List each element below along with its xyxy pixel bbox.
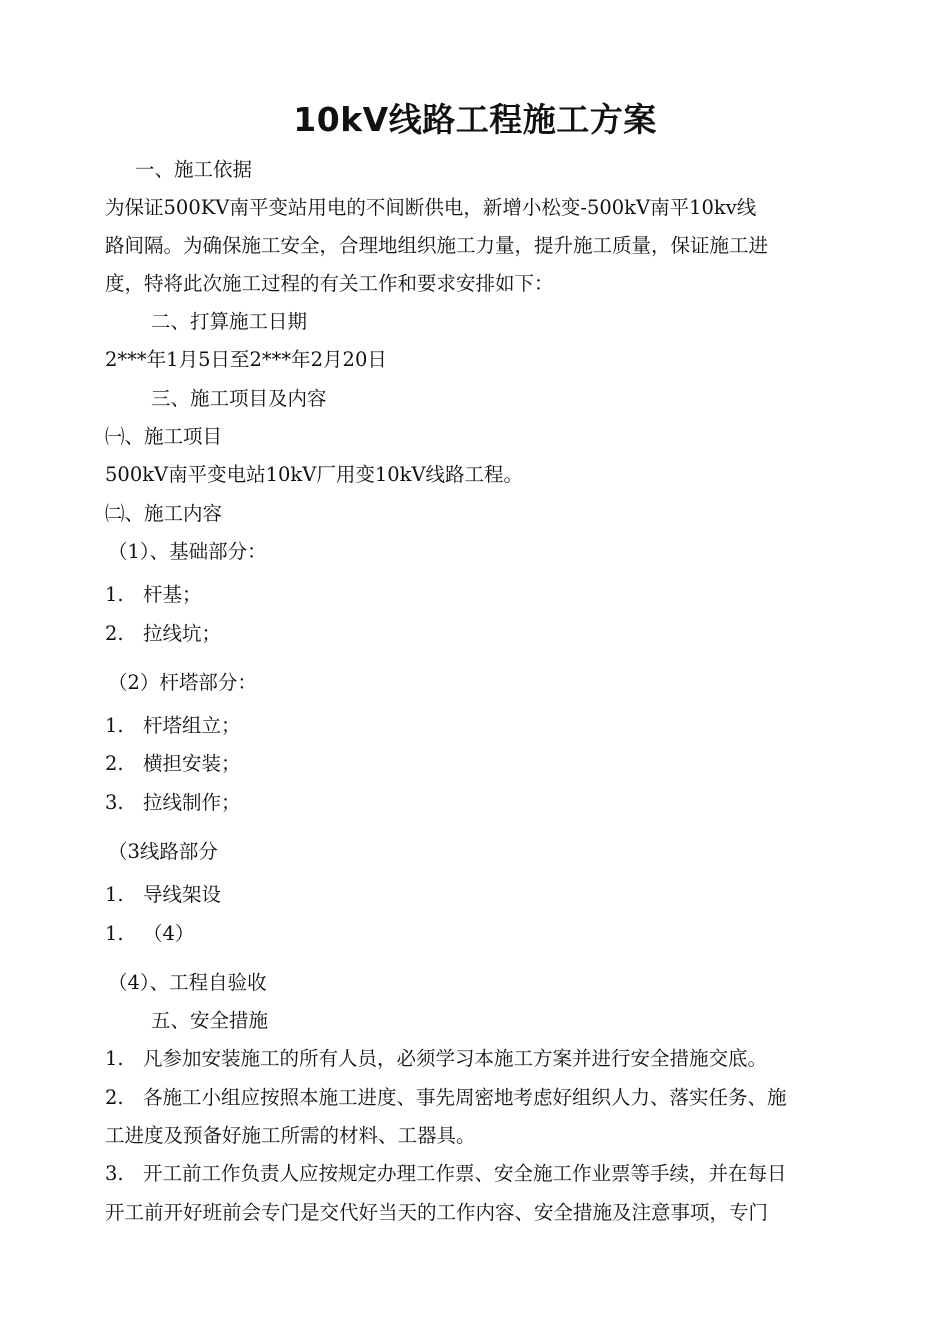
safety-item-number: 2. xyxy=(105,1086,124,1109)
safety-item xyxy=(105,1046,767,1072)
list-item-text: 导线架设 xyxy=(143,883,222,906)
safety-item-continuation: 开工前开好班前会专门是交代好当天的工作内容、安全措施及注意事项，专门 xyxy=(105,1201,769,1224)
safety-item-text: 凡参加安装施工的所有人员，必须学习本施工方案并进行安全措施交底。 xyxy=(143,1047,768,1070)
para1-line2: 路间隔。为确保施工安全，合理地组织施工力量，提升施工质量，保证施工进 xyxy=(105,234,769,257)
list-item-text: 杆基； xyxy=(143,583,202,606)
list-item xyxy=(105,713,241,739)
date-range: 2***年1月5日至2***年2月20日 xyxy=(105,348,387,371)
list-item-text: 横担安装； xyxy=(143,752,241,775)
list-item-number: 2. xyxy=(105,752,124,775)
list-item xyxy=(105,790,241,816)
list-item-text: 拉线制作； xyxy=(143,791,241,814)
list-item-text: 杆塔组立； xyxy=(143,714,241,737)
para1-line1: 为保证500KV南平变站用电的不间断供电，新增小松变-500kV南平10kv线 xyxy=(105,196,757,219)
sub1-heading: ㈠、施工项目 xyxy=(105,425,223,448)
list-item xyxy=(105,582,202,608)
list-item xyxy=(105,751,241,777)
part2-heading: （2）杆塔部分： xyxy=(108,671,257,694)
safety-item-text: 开工前工作负责人应按规定办理工作票、安全施工作业票等手续，并在每日 xyxy=(143,1162,787,1185)
safety-item-continuation: 工进度及预备好施工所需的材料、工器具。 xyxy=(105,1124,476,1147)
safety-item-number: 3. xyxy=(105,1162,124,1185)
list-item-number: 1. xyxy=(105,883,124,906)
section2-heading: 二、打算施工日期 xyxy=(151,310,308,333)
list-item-number: 3. xyxy=(105,791,124,814)
part1-heading: （1）、基础部分： xyxy=(108,540,267,563)
safety-item xyxy=(105,1085,787,1111)
list-item-number: 2. xyxy=(105,622,124,645)
safety-item-number: 1. xyxy=(105,1047,124,1070)
safety-item xyxy=(105,1161,787,1187)
section1-heading: 一、施工依据 xyxy=(135,158,253,181)
list-item xyxy=(105,882,221,908)
part4-heading: （4）、工程自验收 xyxy=(108,971,267,994)
list-item-text: 拉线坑； xyxy=(143,622,222,645)
list-item-number: 1. xyxy=(105,583,124,606)
list-item-number: 1. xyxy=(105,922,124,945)
document-title: 10kV线路工程施工方案 xyxy=(293,100,657,139)
list-item xyxy=(105,921,194,947)
section5-heading: 五、安全措施 xyxy=(151,1009,269,1032)
list-item xyxy=(105,621,221,647)
part3-heading: （3线路部分 xyxy=(108,840,218,863)
list-item-number: 1. xyxy=(105,714,124,737)
sub2-heading: ㈡、施工内容 xyxy=(105,502,223,525)
para1-line3: 度，特将此次施工过程的有关工作和要求安排如下： xyxy=(105,272,554,295)
safety-item-text: 各施工小组应按照本施工进度、事先周密地考虑好组织人力、落实任务、施 xyxy=(143,1086,787,1109)
section3-heading: 三、施工项目及内容 xyxy=(151,387,327,410)
list-item-text: （4） xyxy=(143,922,195,945)
project-line: 500kV南平变电站10kV厂用变10kV线路工程。 xyxy=(105,463,524,486)
